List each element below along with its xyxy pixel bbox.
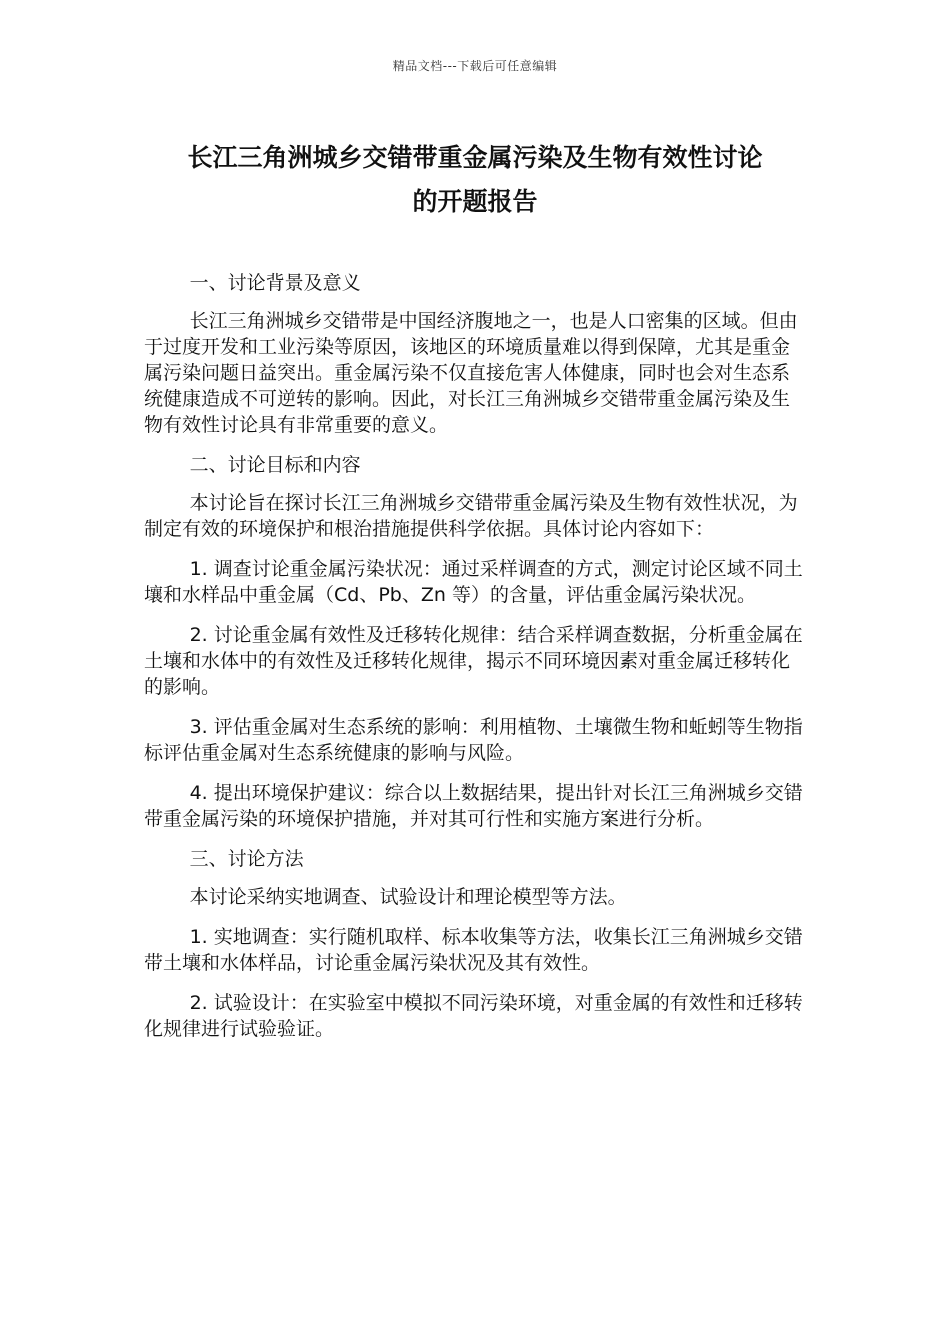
page-header: 精品文档---下载后可任意编辑 <box>392 59 558 73</box>
paragraph-goals-intro: 本讨论旨在探讨长江三角洲城乡交错带重金属污染及生物有效性状况，为制定有效的环境保护和根治措施提供科学依据。具体讨论内容如下： <box>144 492 798 540</box>
list-item-method-2: 2. 试验设计：在实验室中模拟不同污染环境，对重金属的有效性和迁移转化规律进行试验验证。 <box>144 992 803 1040</box>
title-line-2: 的开题报告 <box>412 187 538 216</box>
paragraph-background: 长江三角洲城乡交错带是中国经济腹地之一，也是人口密集的区域。但由于过度开发和工业污染等原因，该地区的环境质量难以得到保障，尤其是重金属污染问题日益突出。重金属污染不仅直接危害人体健康，同时也会对生态系统健康造成不可逆转的影响。因此，对长江三角洲城乡交错带重金属污染及生物有效性讨论具有非常重要的意义。 <box>144 310 798 436</box>
section-heading-background: 一、讨论背景及意义 <box>189 272 361 294</box>
document-body <box>144 270 804 1056</box>
section-heading-goals: 二、讨论目标和内容 <box>189 454 361 476</box>
section-heading-methods: 三、讨论方法 <box>189 848 304 870</box>
list-item-goal-1: 1. 调查讨论重金属污染状况：通过采样调查的方式，测定讨论区域不同土壤和水样品中重金属（Cd、Pb、Zn 等）的含量，评估重金属污染状况。 <box>144 558 803 606</box>
list-item-method-1: 1. 实地调查：实行随机取样、标本收集等方法，收集长江三角洲城乡交错带土壤和水体样品，讨论重金属污染状况及其有效性。 <box>144 926 803 974</box>
list-item-goal-3: 3. 评估重金属对生态系统的影响：利用植物、土壤微生物和蚯蚓等生物指标评估重金属对生态系统健康的影响与风险。 <box>144 716 803 764</box>
list-item-goal-2: 2. 讨论重金属有效性及迁移转化规律：结合采样调查数据，分析重金属在土壤和水体中的有效性及迁移转化规律，揭示不同环境因素对重金属迁移转化的影响。 <box>144 624 803 698</box>
list-item-goal-4: 4. 提出环境保护建议：综合以上数据结果，提出针对长江三角洲城乡交错带重金属污染的环境保护措施，并对其可行性和实施方案进行分析。 <box>144 782 803 830</box>
document-title <box>140 136 810 224</box>
paragraph-methods-intro: 本讨论采纳实地调查、试验设计和理论模型等方法。 <box>189 886 627 908</box>
title-line-1: 长江三角洲城乡交错带重金属污染及生物有效性讨论 <box>187 143 763 172</box>
